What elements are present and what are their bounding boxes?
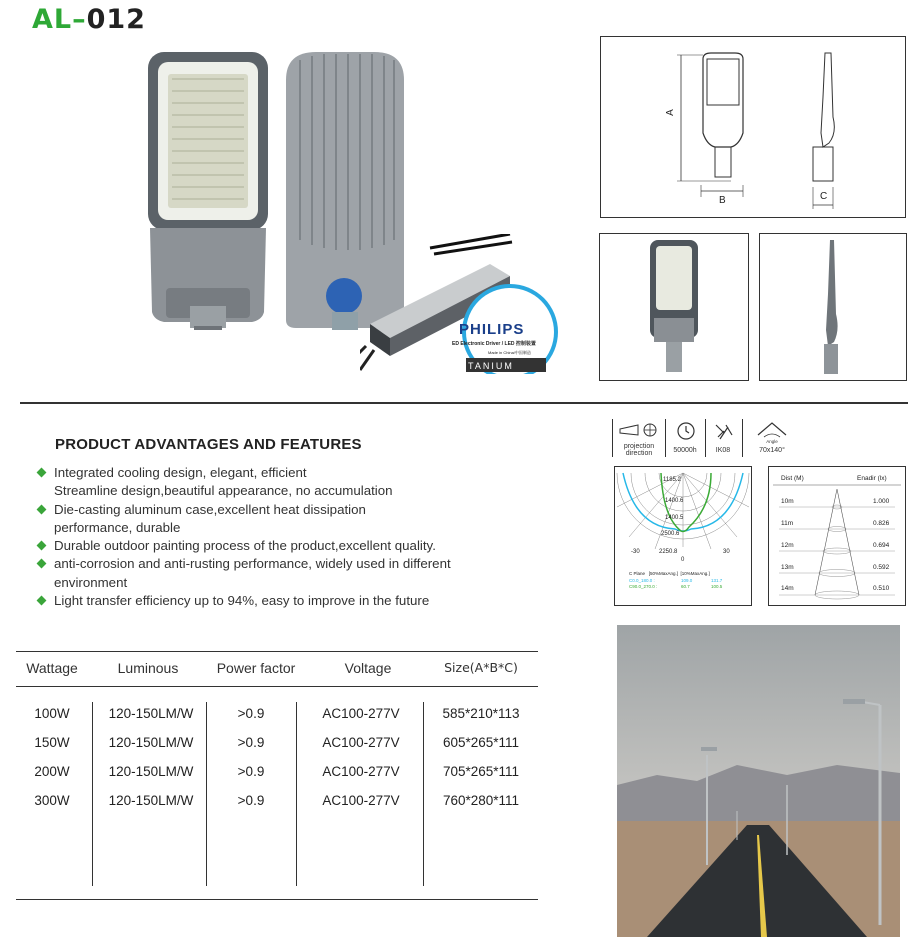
- section-divider: [20, 402, 908, 404]
- impact-rating-icon: [714, 423, 734, 441]
- features-list: [38, 464, 518, 610]
- illum-lux: 0.694: [873, 542, 890, 549]
- cell-wattage: 300W: [34, 793, 70, 808]
- thumbnail-side: [759, 233, 907, 381]
- cell-luminous: 120-150LM/W: [108, 793, 194, 808]
- illum-dist: 11m: [781, 520, 794, 527]
- feature-item: [38, 464, 518, 501]
- bullet-diamond-icon: [37, 596, 47, 606]
- polar-tick-center: 0: [681, 557, 685, 563]
- illum-header-dist: Dist (M): [781, 475, 804, 482]
- header-wattage: Wattage: [26, 660, 78, 676]
- feature-text: Die-casting aluminum case,excellent heat dissipation: [54, 501, 366, 517]
- table-bottom-rule: [16, 899, 538, 900]
- projection-direction-icon: [618, 421, 662, 441]
- bullet-diamond-icon: [37, 559, 47, 569]
- polar-legend-value: 131.7: [711, 578, 723, 583]
- illum-dist: 13m: [781, 564, 794, 571]
- illum-dist: 12m: [781, 542, 794, 549]
- feature-text: Light transfer efficiency up to 94%, easy to improve in the future: [54, 593, 430, 609]
- icon-divider: [612, 419, 613, 457]
- cell-wattage: 150W: [34, 735, 70, 750]
- angle-title: Angle: [766, 439, 778, 444]
- table-column-divider: [296, 702, 297, 886]
- illum-dist: 14m: [781, 585, 794, 592]
- cell-luminous: 120-150LM/W: [108, 706, 194, 721]
- feature-text-continued: performance, durable: [54, 519, 181, 535]
- cell-luminous: 120-150LM/W: [108, 764, 194, 779]
- feature-text: Durable outdoor painting process of the product,excellent quality.: [54, 538, 436, 554]
- polar-label: 2500.6: [661, 531, 680, 537]
- driver-label-line1: ED Electronic Driver / LED 控制装置: [452, 341, 536, 347]
- feature-item: [38, 555, 518, 592]
- illum-lux: 0.510: [873, 585, 890, 592]
- title-number: 012: [86, 4, 146, 35]
- polar-legend-value: 60.7: [681, 584, 690, 589]
- table-top-rule: [16, 651, 538, 652]
- driver-series: TANIUM: [468, 361, 514, 371]
- cell-wattage: 200W: [34, 764, 70, 779]
- header-power-factor: Power factor: [216, 660, 296, 676]
- polar-legend-value: 100.5: [711, 584, 723, 589]
- cell-voltage: AC100-277V: [322, 735, 400, 750]
- thumbnail-front: [599, 233, 749, 381]
- cell-size: 605*265*111: [442, 735, 520, 750]
- projection-direction-label: projection direction: [623, 443, 655, 457]
- feature-text: anti-corrosion and anti-rusting performance, widely used in different: [54, 556, 451, 572]
- road-application-photo: [617, 625, 900, 937]
- cell-power-factor: >0.9: [237, 793, 265, 808]
- cell-luminous: 120-150LM/W: [108, 735, 194, 750]
- bullet-diamond-icon: [37, 504, 47, 514]
- beam-angle-icon: [752, 419, 792, 441]
- cell-power-factor: >0.9: [237, 764, 265, 779]
- polar-label: 1400.5: [665, 515, 684, 521]
- polar-distribution-chart: [614, 466, 752, 606]
- cell-size: 760*280*111: [442, 793, 520, 808]
- dimension-b-label: B: [719, 195, 726, 206]
- spec-icons-row: [612, 419, 802, 461]
- feature-item: [38, 501, 518, 538]
- header-luminous: Luminous: [117, 660, 179, 676]
- cell-power-factor: >0.9: [237, 735, 265, 750]
- cell-power-factor: >0.9: [237, 706, 265, 721]
- driver-label-line2: Made in China/中国制造: [488, 350, 531, 355]
- dimension-a-label: A: [664, 109, 676, 116]
- thumbnail-side-graphic: [760, 234, 906, 380]
- cell-voltage: AC100-277V: [322, 764, 400, 779]
- lifetime-clock-icon: [676, 421, 696, 441]
- title-dash: –: [72, 4, 87, 35]
- cell-voltage: AC100-277V: [322, 793, 400, 808]
- feature-text: Integrated cooling design, elegant, efficient: [54, 465, 307, 480]
- title-prefix: AL: [32, 4, 73, 35]
- feature-text-continued: Streamline design,beautiful appearance, no accumulation: [54, 483, 393, 499]
- table-column-divider: [92, 702, 93, 886]
- bullet-diamond-icon: [37, 468, 47, 478]
- feature-item: [38, 592, 518, 610]
- dimension-c-label: C: [820, 191, 828, 202]
- illum-lux: 0.826: [873, 520, 890, 527]
- cell-voltage: AC100-277V: [322, 706, 400, 721]
- polar-label: 2250.8: [659, 549, 678, 555]
- table-header-rule: [16, 686, 538, 687]
- angle-value: 70x140°: [759, 447, 785, 454]
- illum-lux: 1.000: [873, 498, 890, 505]
- spec-table: [16, 651, 538, 901]
- cell-wattage: 100W: [34, 706, 70, 721]
- dimension-drawing: [600, 36, 906, 218]
- feature-item: [38, 537, 518, 555]
- cell-size: 585*210*113: [442, 706, 520, 721]
- lamp-front-image: [146, 50, 270, 330]
- polar-label: 1185.2: [663, 477, 681, 483]
- thumbnail-front-graphic: [600, 234, 748, 380]
- bullet-diamond-icon: [37, 541, 47, 551]
- polar-legend-c0: C0.0_180.0 :: [629, 578, 655, 583]
- dimension-drawing-graphic: [601, 37, 905, 217]
- feature-text-continued: environment: [54, 574, 128, 590]
- header-voltage: Voltage: [344, 660, 392, 676]
- polar-legend-value: 109.0: [681, 578, 693, 583]
- polar-legend-c90: C90.0_270.0 :: [629, 584, 658, 589]
- product-title: [32, 4, 146, 35]
- illum-dist: 10m: [781, 498, 794, 505]
- polar-tick-right: 30: [723, 549, 730, 555]
- polar-tick-left: -30: [631, 549, 640, 555]
- ik-rating-label: IK08: [715, 447, 731, 454]
- polar-label: 1400.6: [665, 498, 684, 504]
- lifetime-label: 50000h: [673, 447, 697, 454]
- cell-size: 705*265*111: [442, 764, 520, 779]
- driver-brand: PHILIPS: [459, 321, 525, 338]
- illum-lux: 0.592: [873, 564, 890, 571]
- illuminance-chart: [768, 466, 906, 606]
- header-size: Size(A*B*C): [444, 660, 518, 675]
- illum-header-lux: Enadir (lx): [857, 475, 887, 482]
- features-title: PRODUCT ADVANTAGES AND FEATURES: [55, 436, 362, 453]
- polar-legend-head: C Plane [50%MaxAng.] [10%MaxAng.]: [629, 571, 710, 576]
